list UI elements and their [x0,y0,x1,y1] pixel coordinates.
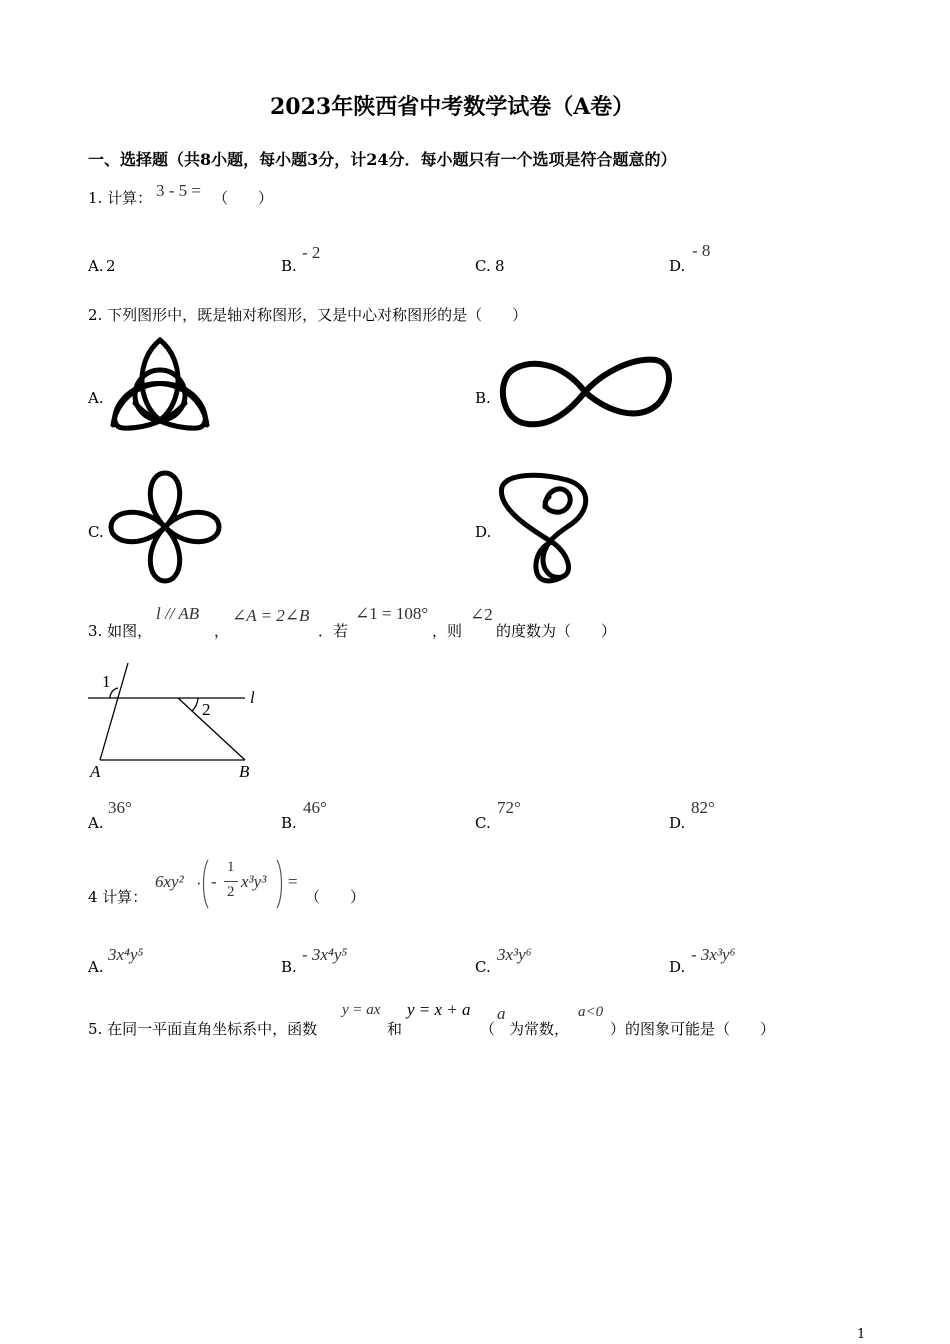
q3-condition-angles: ∠A = 2∠B [232,606,310,625]
q4-option-d-letter: D. [669,958,686,976]
q3-figure-label-2: 2 [202,700,211,719]
q3-angle2: ∠2 [470,605,493,624]
q2-option-b-letter: B. [475,389,491,407]
q4-equals: = [288,872,298,891]
q3-figure-label-b: B [239,762,250,781]
knot-figure [497,472,592,587]
q1-option-a-letter: A. [88,257,104,275]
q3-figure-label-1: 1 [102,672,111,691]
q3-figure-label-a: A [90,762,101,781]
q1-option-b-letter: B. [281,257,297,275]
q1-option-b-value: - 2 [302,243,321,262]
q3-condition-angle1: ∠1 = 108° [355,604,429,623]
q1-option-d-value: - 8 [692,241,711,260]
q3-condition-parallel [156,604,199,624]
q4-dot: · [196,874,202,893]
q5-param-a: a [497,1004,506,1023]
q5-and: 和 [387,1020,403,1038]
q3-option-c-value: 72° [497,798,521,817]
q4-fraction-bar [224,881,238,882]
q5-stem-prefix: 5. 在同一平面直角坐标系中，函数 [88,1020,318,1038]
q3-stem-suffix: 的度数为（ ） [496,622,617,640]
page-number: 1 [857,1327,866,1342]
q2-option-a-letter: A. [88,389,104,407]
q3-cond1-text: l // AB [156,604,200,623]
q1-option-c-letter: C. [475,257,491,275]
page-title: 2023年陕西省中考数学试卷（A卷） [270,94,635,120]
q2-stem: 2. 下列图形中，既是轴对称图形，又是中心对称图形的是（ ） [88,306,528,324]
q3-option-c-letter: C. [475,814,491,832]
q3-figure-label-l: l [250,688,255,707]
q3-option-a-letter: A. [88,814,104,832]
triquetra-figure [105,335,215,435]
q3-sep: ．若 [318,622,349,640]
q5-stem-suffix: ）的图象可能是（ ） [610,1020,776,1038]
q1-option-d-letter: D. [669,257,686,275]
q4-option-c-letter: C. [475,958,491,976]
q4-stem: 4 计算： [88,888,148,906]
q2-option-c-letter: C. [88,523,104,541]
q1-option-a-value: 2 [106,257,116,275]
trapezoid-figure [85,660,265,785]
q3-option-d-letter: D. [669,814,686,832]
q4-option-d-value: - 3x³y⁶ [691,945,736,964]
q4-fraction-numerator: 1 [227,859,235,875]
q4-answer-paren: （ ） [305,888,366,906]
infinity-figure [498,352,673,432]
q5-function-1: y = ax [342,1002,381,1018]
q4-option-a-letter: A. [88,958,104,976]
four-leaf-figure [108,470,223,585]
q4-option-b-value: - 3x⁴y⁵ [302,945,348,964]
line-b-side [178,698,245,760]
q1-option-c-value: 8 [495,257,505,275]
q4-fraction-denominator: 2 [227,884,235,900]
q5-constant-text: 为常数， [509,1020,570,1038]
q3-option-a-value: 36° [108,798,132,817]
q4-right-paren [276,859,284,909]
q4-option-c-value: 3x³y⁶ [497,945,532,964]
q2-option-d-letter: D. [475,523,492,541]
q3-comma-1: ， [214,622,230,640]
q4-minus: - [211,872,217,891]
q5-condition: a<0 [578,1004,604,1020]
q4-left-paren [201,859,209,909]
q3-option-d-value: 82° [691,798,715,817]
q1-expression: 3 - 5 = [156,181,201,200]
q3-stem-prefix: 3. 如图， [88,622,153,640]
section-heading: 一、选择题（共8小题，每小题3分，计24分．每小题只有一个选项是符合题意的） [88,150,677,169]
q4-option-b-letter: B. [281,958,297,976]
q3-option-b-letter: B. [281,814,297,832]
q4-option-a-value: 3x⁴y⁵ [108,945,144,964]
q5-open-paren: （ [480,1020,496,1038]
q3-option-b-value: 46° [303,798,327,817]
q1-stem: 1. 计算： [88,189,153,207]
q4-term-2: x³y³ [241,872,267,891]
q1-answer-paren: （ ） [213,189,274,207]
q4-term-1: 6xy² [155,872,184,891]
q5-function-2: y = x + a [407,1000,471,1019]
q3-comma-2: ，则 [432,622,463,640]
